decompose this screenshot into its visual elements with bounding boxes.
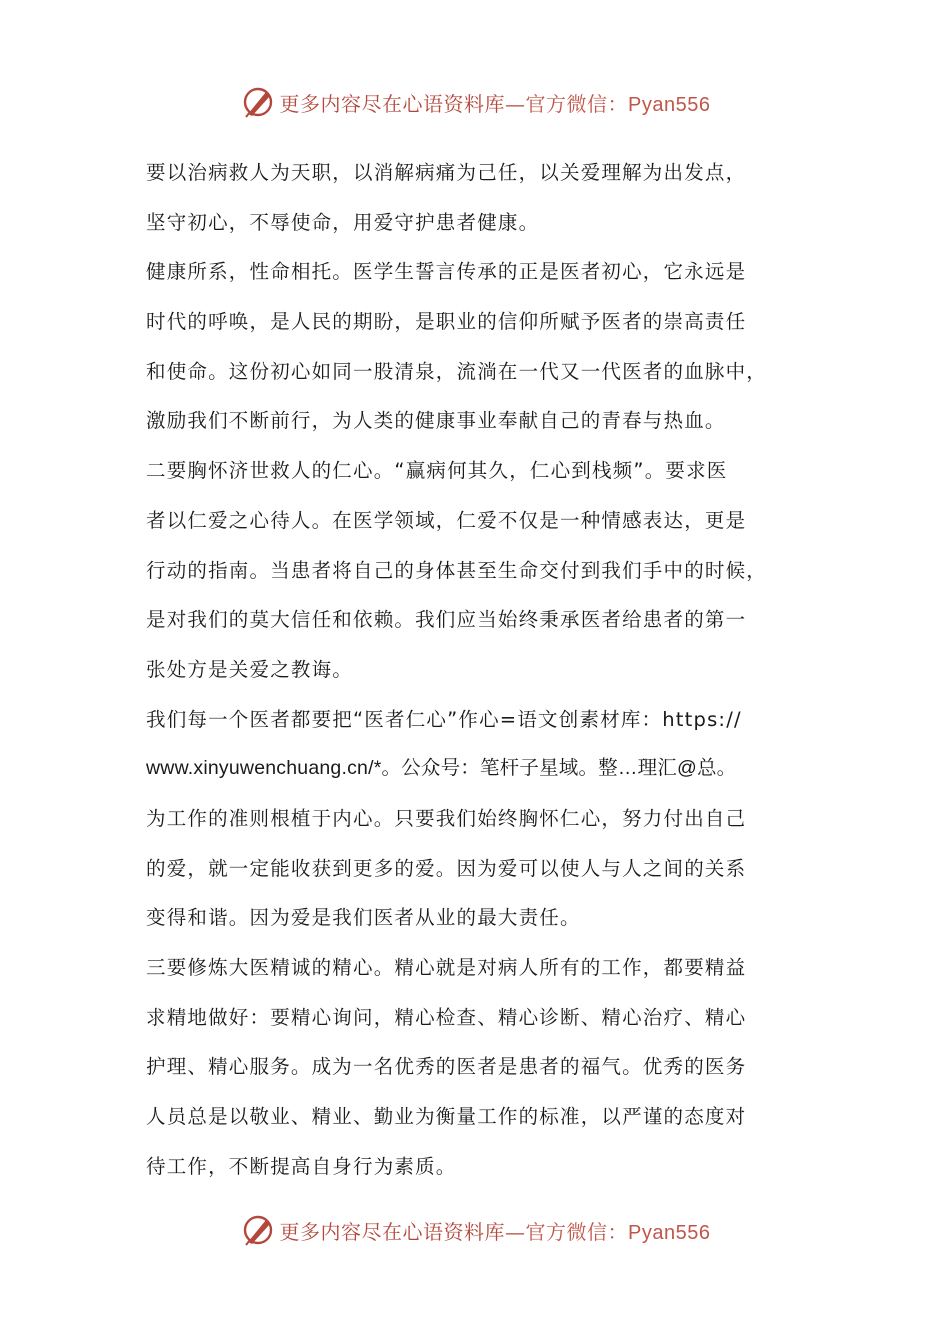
header-wechat-label: 官方微信： [525,91,629,116]
text-line-url: www.xinyuwenchuang.cn/*。公众号：笔杆子星域。整…理汇@总。 [146,757,737,780]
header-slogan [280,88,711,117]
footer-slogan-main: 更多内容尽在心语资料库 [279,1219,506,1244]
text-line: 坚守初心，不辱使命，用爱守护患者健康。 [146,210,540,234]
header-slogan-main: 更多内容尽在心语资料库 [279,91,506,116]
text-line: 要以治病救人为天职，以消解病痛为己任，以关爱理解为出发点， [146,161,747,184]
text-line: 者以仁爱之心待人。在医学领域，仁爱不仅是一种情感表达，更是 [146,508,747,532]
text-line: 人员总是以敬业、精业、勤业为衡量工作的标准，以严谨的态度对 [146,1105,747,1129]
text-line: 激励我们不断前行，为人类的健康事业奉献自己的青春与热血。 [146,409,726,433]
text-line: 是对我们的莫大信任和依赖。我们应当始终秉承医者给患者的第一 [146,608,747,632]
text-line: 行动的指南。当患者将自己的身体甚至生命交付到我们手中的时候， [146,558,768,582]
footer-wechat-label: 官方微信： [525,1219,629,1244]
header-banner [0,80,950,124]
text-line: 我们每一个医者都要把“医者仁心”作心=语文创素材库：https:// [146,707,742,731]
text-line: 护理、精心服务。成为一名优秀的医者是患者的福气。优秀的医务 [146,1055,747,1079]
header-wechat-id: Pyan556 [628,93,711,116]
header-dash: — [505,91,526,116]
text-line: 三要修炼大医精诚的精心。精心就是对病人所有的工作，都要精益 [146,956,747,979]
text-line: 时代的呼唤，是人民的期盼，是职业的信仰所赋予医者的崇高责任 [146,310,747,334]
footer-wechat-id: Pyan556 [628,1221,711,1244]
quill-pen-logo-icon [240,1212,276,1248]
text-line: 为工作的准则根植于内心。只要我们始终胸怀仁心，努力付出自己 [146,806,747,830]
footer-slogan [280,1216,711,1245]
text-line: 张处方是关爱之教诲。 [146,657,354,681]
footer-banner [0,1208,950,1252]
text-line: 变得和谐。因为爱是我们医者从业的最大责任。 [146,906,581,930]
text-line: 求精地做好：要精心询问，精心检查、精心诊断、精心治疗、精心 [146,1005,747,1029]
text-line: 的爱，就一定能收获到更多的爱。因为爱可以使人与人之间的关系 [146,856,747,880]
text-line: 二要胸怀济世救人的仁心。“赢病何其久，仁心到栈频”。要求医 [146,459,728,483]
text-line: 待工作，不断提高自身行为素质。 [146,1154,457,1178]
text-line: 健康所系，性命相托。医学生誓言传承的正是医者初心，它永远是 [146,260,747,284]
document-body [146,148,806,1191]
quill-pen-logo-icon [240,84,276,120]
text-line: 和使命。这份初心如同一股清泉，流淌在一代又一代医者的血脉中， [146,359,768,383]
footer-dash: — [505,1219,526,1244]
